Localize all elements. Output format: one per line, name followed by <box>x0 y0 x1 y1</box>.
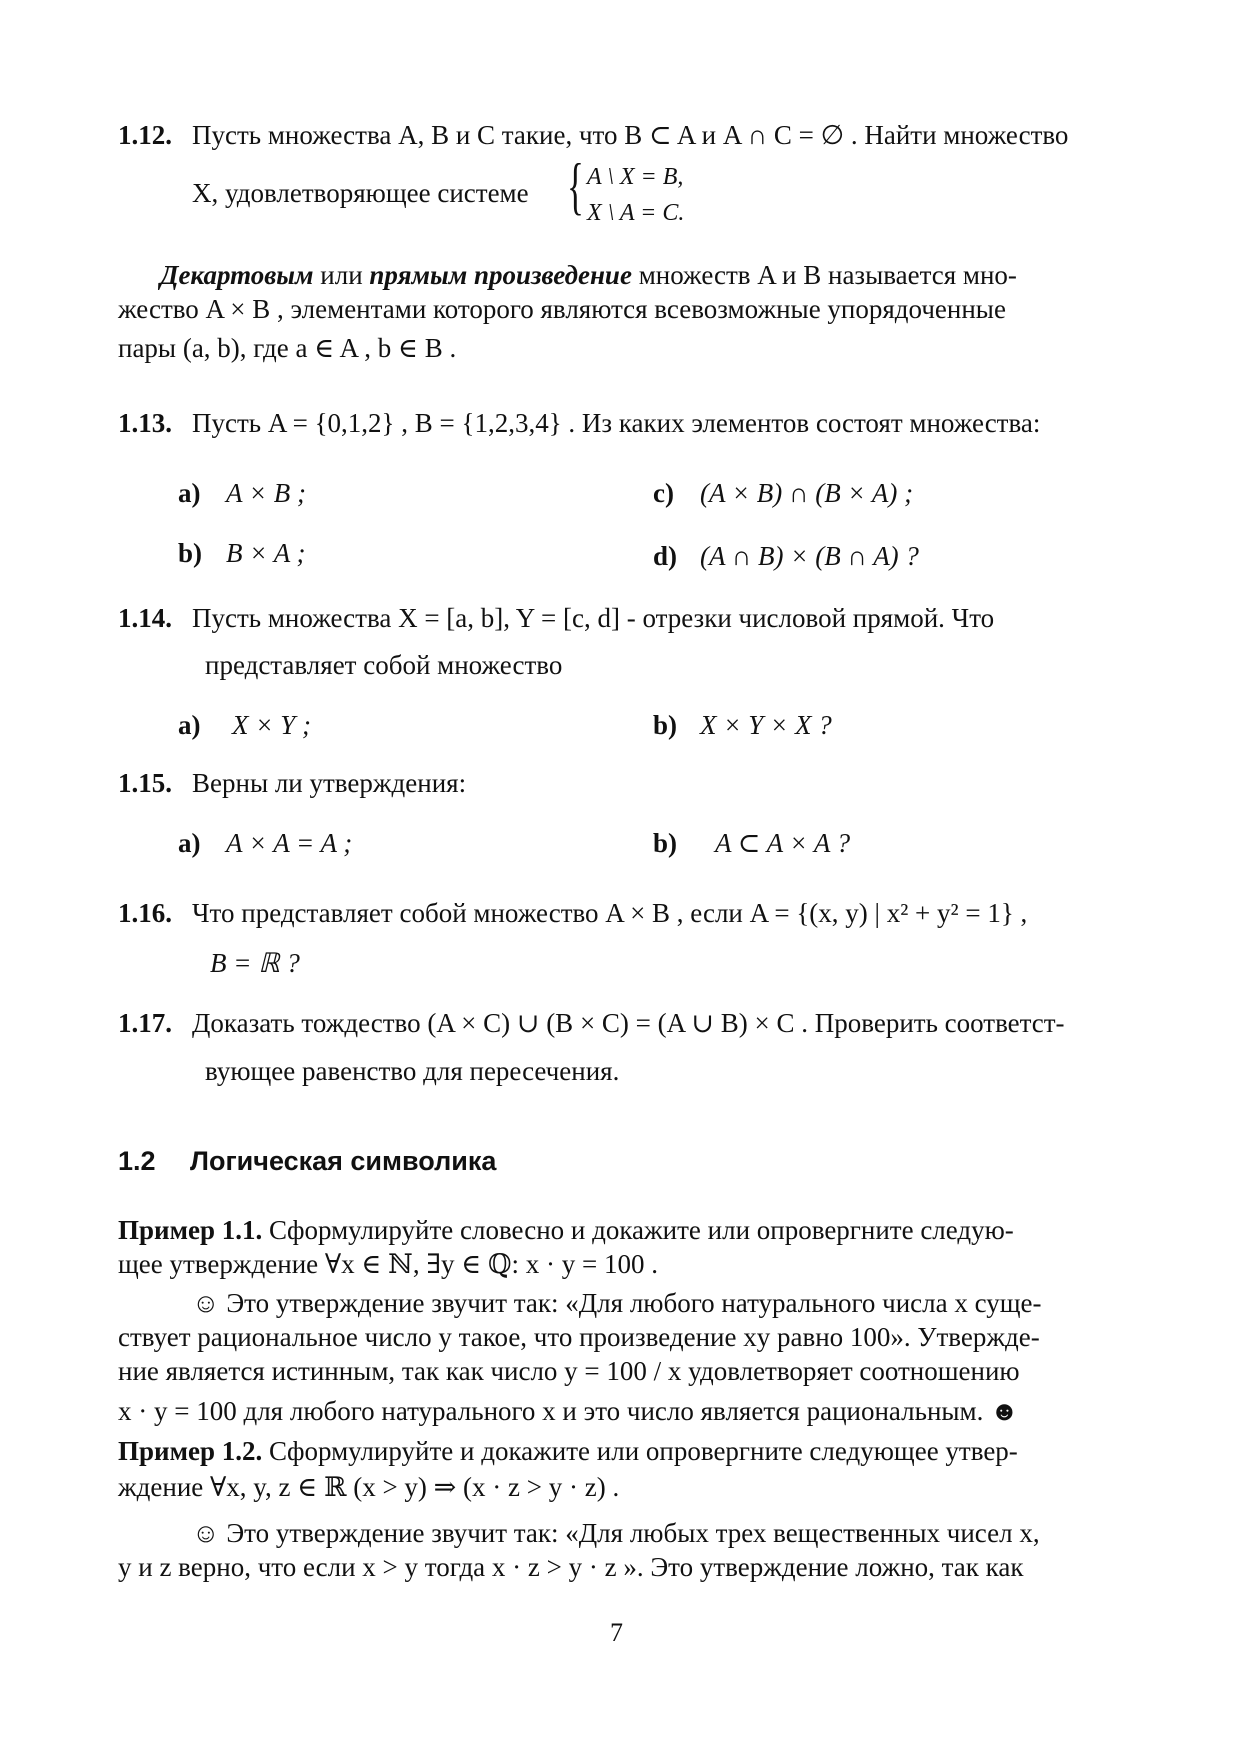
problem-1-16-line1: Что представляет собой множество A × B , если A = {(x, y) | x² + y² = 1} , <box>192 898 1028 928</box>
system-eq-1: A \ X = B, <box>587 164 684 190</box>
problem-1-12-line2: X, удовлетворяющее системе <box>192 178 529 208</box>
example-label: Пример 1.1. <box>118 1215 263 1245</box>
term-direct-product: прямым произведение <box>369 260 632 290</box>
item-label-a: a) <box>178 478 201 508</box>
item-label-b: b) <box>178 538 203 568</box>
problem-number-1-13: 1.13. <box>118 408 172 438</box>
section-title: Логическая символика <box>190 1146 497 1176</box>
item-1-14-a: X × Y ; <box>232 710 311 740</box>
item-1-14-b: X × Y × X ? <box>700 710 832 740</box>
item-label-b: b) <box>653 828 678 858</box>
problem-1-15-text: Верны ли утверждения: <box>192 768 467 798</box>
problem-1-14-line2: представляет собой множество <box>205 650 563 680</box>
item-1-15-b: A ⊂ A × A ? <box>715 828 851 858</box>
item-label-b: b) <box>653 710 678 740</box>
example-1-2-para1: ☺ Это утверждение звучит так: «Для любых трех вещественных чисел x, <box>192 1518 1040 1548</box>
section-number: 1.2 <box>118 1146 156 1176</box>
def-rest: множеств A и B называется мно- <box>631 260 1017 290</box>
example-1-2-para2: y и z верно, что если x > y тогда x · z > y · z ». Это утверждение ложно, так как <box>118 1552 1024 1582</box>
example-1-2-line2: ждение ∀x, y, z ∈ ℝ (x > y) ⇒ (x · z > y · z) . <box>118 1472 620 1502</box>
problem-1-12-line1: Пусть множества A, B и C такие, что B ⊂ A и A ∩ C = ∅ . Найти множество <box>192 120 1069 150</box>
item-label-a: a) <box>178 828 201 858</box>
example-1-1-text: Сформулируйте словесно и докажите или опровергните следую- <box>262 1215 1014 1245</box>
def-or: или <box>313 260 370 290</box>
problem-1-16-line2: B = ℝ ? <box>210 948 300 978</box>
page-number: 7 <box>610 1618 623 1647</box>
definition-line3: пары (a, b), где a ∈ A , b ∈ B . <box>118 333 457 363</box>
problem-1-17-line1: Доказать тождество (A × C) ∪ (B × C) = (A ∪ B) × C . Проверить соответст- <box>192 1008 1065 1038</box>
item-1-13-c: (A × B) ∩ (B × A) ; <box>700 478 914 508</box>
item-label-a: a) <box>178 710 201 740</box>
example-1-1-line1 <box>118 1217 1014 1244</box>
problem-1-13-text: Пусть A = {0,1,2} , B = {1,2,3,4} . Из каких элементов состоят множества: <box>192 408 1041 438</box>
item-label-d: d) <box>653 541 678 571</box>
definition-line1 <box>160 262 1017 289</box>
item-1-13-b: B × A ; <box>226 538 306 568</box>
example-1-2-line1 <box>118 1438 1018 1465</box>
problem-number-1-14: 1.14. <box>118 603 172 633</box>
system-eq-2: X \ A = C. <box>587 200 685 226</box>
problem-number-1-17: 1.17. <box>118 1008 172 1038</box>
problem-number-1-12: 1.12. <box>118 120 172 150</box>
example-1-1-para3: ние является истинным, так как число y = 100 / x удовлетворяет соотношению <box>118 1356 1020 1386</box>
example-1-2-text: Сформулируйте и докажите или опровергните следующее утвер- <box>262 1436 1018 1466</box>
problem-number-1-15: 1.15. <box>118 768 172 798</box>
problem-number-1-16: 1.16. <box>118 898 172 928</box>
problem-1-17-line2: вующее равенство для пересечения. <box>205 1056 620 1086</box>
example-1-1-line2: щее утверждение ∀x ∈ ℕ, ∃y ∈ ℚ: x · y = 100 . <box>118 1249 658 1279</box>
term-cartesian: Декартовым <box>160 260 314 290</box>
example-1-1-para1: ☺ Это утверждение звучит так: «Для любого натурального числа x суще- <box>192 1288 1042 1318</box>
item-label-c: c) <box>653 478 674 508</box>
example-1-1-para4: x · y = 100 для любого натурального x и это число является рациональным. ☻ <box>118 1396 1019 1426</box>
problem-1-14-line1: Пусть множества X = [a, b], Y = [c, d] - отрезки числовой прямой. Что <box>192 603 995 633</box>
item-1-13-d: (A ∩ B) × (B ∩ A) ? <box>700 541 919 571</box>
definition-line2: жество A × B , элементами которого являются всевозможные упорядоченные <box>118 294 1006 324</box>
example-1-1-para2: ствует рациональное число y такое, что произведение xy равно 100». Утвержде- <box>118 1322 1040 1352</box>
item-1-13-a: A × B ; <box>226 478 306 508</box>
system-brace: { <box>567 150 584 221</box>
example-label: Пример 1.2. <box>118 1436 263 1466</box>
item-1-15-a: A × A = A ; <box>226 828 353 858</box>
